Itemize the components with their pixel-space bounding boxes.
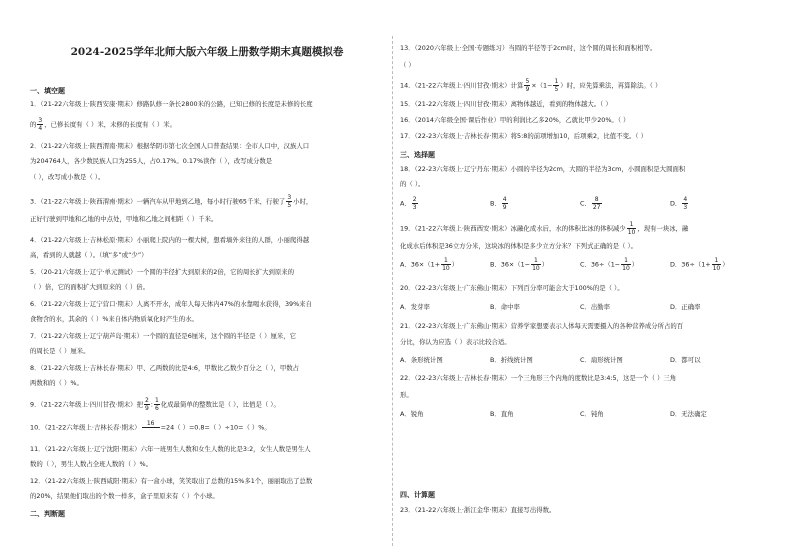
question-14: 14．（21-22六年级上·四川甘孜·期末）计算 $\frac{5}{9}$ ×（1− $\frac{1}{5}$ ）时，应先算乘法，再算除法。（ ） — [400, 78, 662, 93]
option-c[interactable]: C．出勤率 — [580, 303, 611, 311]
fraction: $\frac{5}{9}$ — [525, 78, 530, 93]
question-10: 10．（21-22六年级上·吉林长春·期末） 16 =24（ ）=0.8=（ ）÷10=（ ）%。 — [30, 420, 271, 435]
question-19-line2: 化成水后体积是36立方分米，这块冰的体积是多少立方分米？下列式正确的是（ ）。 — [400, 242, 638, 250]
fraction: $\frac{3}{4}$ — [38, 117, 43, 132]
option-a[interactable]: A． $\frac{2}{3}$ — [400, 196, 417, 211]
question-4-line2: 高，看到的人就越（ ）。（填“多”或“少”） — [30, 251, 148, 259]
question-9: 9．（21-22六年级上·四川甘孜·期末）把 $\frac{2}{9}$ : $\frac{1}{6}$ 化成最简单的整数比是（ ），比值是（ ）。 — [30, 397, 280, 412]
option-b[interactable]: B．折线统计图 — [490, 356, 533, 364]
section-choice-heading: 三、选择题 — [400, 151, 435, 159]
option-c[interactable]: C． $\frac{8}{27}$ — [580, 196, 601, 211]
option-c[interactable]: C．36÷（1− $\frac{1}{10}$ ） — [580, 257, 639, 272]
question-18-options — [400, 196, 689, 211]
column-divider — [392, 36, 393, 546]
question-8-line1: 8．（21-22六年级上·吉林长春·期末）甲、乙两数的比是4:6，甲数比乙数少百分之（ ），甲数占 — [30, 364, 300, 372]
question-21-line2: 分比，你认为应选（ ）表示比较合适。 — [400, 338, 511, 346]
option-b[interactable]: B．命中率 — [490, 303, 520, 311]
question-21-options — [400, 355, 700, 364]
option-d[interactable]: D．正确率 — [670, 303, 701, 311]
option-a[interactable]: A．36×（1+ $\frac{1}{10}$ ） — [400, 257, 459, 272]
question-13-line1: 13．（2020六年级上·全国·专题练习）当圆的半径等于2cm时，这个圆的周长和面积相等。 — [400, 44, 657, 52]
question-5-line1: 5．（20-21六年级上·辽宁·单元测试）一个圆的半径扩大到原来的2倍，它的周长扩大到原来的 — [30, 268, 295, 276]
option-b[interactable]: B． $\frac{4}{9}$ — [490, 196, 507, 211]
question-17: 17．（22-23六年级上·吉林长春·期末）将5:8的前项增加10，后项乘2，比值不变。（ ） — [400, 132, 647, 140]
option-d[interactable]: D． $\frac{4}{3}$ — [670, 196, 688, 211]
option-a[interactable]: A．发芽率 — [400, 303, 430, 311]
section-judge-heading: 二、判断题 — [30, 510, 65, 518]
question-15: 15．（21-22六年级上·四川甘孜·期末）离物体越近，看到的物体越大。（ ） — [400, 100, 612, 108]
question-19-line1: 19．（21-22六年级上·陕西西安·期末）冰融化成水后，水的体积比冰的体积减少 $\frac{1}{10}$ ，现有一块冰，融 — [400, 221, 689, 236]
option-d[interactable]: D．都可以 — [670, 356, 701, 364]
option-a[interactable]: A．锐角 — [400, 410, 424, 418]
question-8-line2: 两数和的（ ）%。 — [30, 379, 83, 387]
question-12-line2: 的20%，结果他们取出的个数一样多，盒子里原来有（ ）个小球。 — [30, 492, 219, 500]
question-6-line2: 食物含的水，其余的（ ）%来自体内物质氧化时产生的水。 — [30, 315, 198, 323]
question-7-line1: 7．（21-22六年级上·辽宁葫芦岛·期末）一个圆的直径是6厘米，这个圆的半径是（ ）厘米，它 — [30, 332, 297, 340]
page-title: 2024-2025学年北师大版六年级上册数学期末真题模拟卷 — [70, 46, 344, 58]
question-3-line1: 3．（21-22六年级上·陕西渭南·期末）一辆汽车从甲地到乙地，每小时行驶65千米，行驶了 $\frac{3}{5}$ 小时， — [30, 194, 313, 209]
question-1-line2: 的 $\frac{3}{4}$ ，已修长度有（ ）米，未修的长度有（ ）米。 — [30, 117, 177, 132]
question-23: 23．（21-22六年级上·浙江金华·期末）直接写出得数。 — [400, 506, 556, 514]
option-d[interactable]: D．36÷（1+ $\frac{1}{10}$ ） — [670, 257, 729, 272]
question-20-options — [400, 302, 700, 311]
fraction: $\frac{3}{5}$ — [287, 194, 292, 209]
option-b[interactable]: B．直角 — [490, 410, 514, 418]
fraction: $\frac{1}{6}$ — [154, 397, 159, 412]
question-11-line1: 11．（21-22六年级上·辽宁沈阳·期末）六年一班男生人数和女生人数的比是3:2，女生人数是男生人 — [30, 445, 311, 453]
question-2-line1: 2．（21-22六年级上·陕西渭南·期末）根据华阴市第七次全国人口普查结果：全市人口中，汉族人口 — [30, 142, 310, 150]
question-2-line3: （ ），改写成小数是（ ）。 — [30, 173, 105, 181]
question-4-line1: 4．（21-22六年级上·吉林松原·期末）小丽爬上院内的一棵大树，想看墙外来往的人群，小丽爬得越 — [30, 236, 310, 244]
question-20: 20．（22-23六年级上·广东佛山·期末）下列百分率可能会大于100%的是（ ）。 — [400, 284, 624, 292]
question-1-line1: 1．（21-22六年级上·陕西安康·期末）修路队修一条长2800米的公路，已知已修的长度是未修的长度 — [30, 100, 313, 108]
section-fill-heading: 一、填空题 — [30, 87, 65, 95]
question-16: 16．（2014六年级全国·课后作业）甲的利润比乙多20%，乙就比甲少20%。（ ） — [400, 116, 630, 124]
question-18-line1: 18．（22-23六年级上·辽宁丹东·期末）小圆的半径为2cm，大圆的半径为3cm，小圆面积是大圆面积 — [400, 165, 686, 173]
question-22-line1: 22．（22-23六年级上·吉林长春·期末）一个三角形三个内角的度数比是3:4:5，这是一个（ ）三角 — [400, 374, 677, 382]
section-calc-heading: 四、计算题 — [400, 491, 435, 499]
fraction: 16 — [142, 420, 160, 435]
question-19-options — [400, 257, 729, 272]
option-d[interactable]: D．无法确定 — [670, 410, 707, 418]
question-22-line2: 形。 — [400, 391, 413, 399]
fraction: $\frac{1}{5}$ — [554, 78, 559, 93]
question-22-options — [400, 409, 707, 418]
fraction: $\frac{2}{9}$ — [144, 397, 149, 412]
question-11-line2: 数的（ ），男生人数占全班人数的（ ）%。 — [30, 460, 152, 468]
question-12-line1: 12．（21-22六年级上·陕西咸阳·期末）有一盒小球，笑笑取出了总数的15%多1个，丽丽取出了总数 — [30, 477, 313, 485]
question-21-line1: 21．（22-23六年级上·广东佛山·期末）营养学家想要表示人体每天需要摄入的各种营养成分所占的百 — [400, 322, 684, 330]
question-3-line2: 正好行驶到甲地和乙地的中点处，甲地和乙地之间相距（ ）千米。 — [30, 215, 218, 223]
question-2-line2: 为204764人，各少数民族人口为255人，占0.17%。0.17%读作（ ），改写成分数是 — [30, 157, 273, 165]
question-7-line2: 的周长是（ ）厘米。 — [30, 347, 90, 355]
question-18-line2: 的（ ）。 — [400, 180, 425, 188]
option-a[interactable]: A．条形统计图 — [400, 356, 443, 364]
option-c[interactable]: C．扇形统计图 — [580, 356, 623, 364]
question-13-line2: （ ） — [400, 61, 415, 69]
fraction: $\frac{1}{10}$ — [627, 221, 636, 236]
option-c[interactable]: C．钝角 — [580, 410, 604, 418]
question-6-line1: 6．（21-22六年级上·辽宁营口·期末）人离不开水，成年人每天体内47%的水靠喝水获得，39%来自 — [30, 300, 312, 308]
option-b[interactable]: B．36×（1− $\frac{1}{10}$ ） — [490, 257, 549, 272]
question-5-line2: （ ）倍，它的面积扩大到原来的（ ）倍。 — [30, 283, 150, 291]
